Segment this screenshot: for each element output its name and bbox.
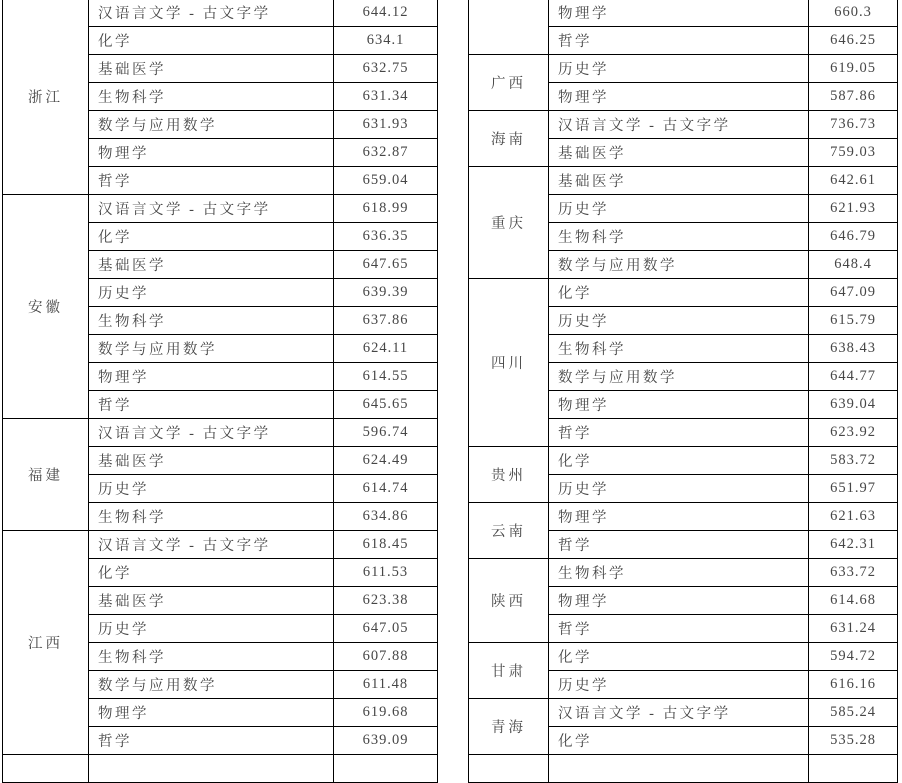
score-cell: 583.72 — [809, 447, 898, 475]
major-cell: 物理学 — [89, 139, 334, 167]
major-cell: 历史学 — [549, 195, 809, 223]
score-cell: 618.99 — [334, 195, 438, 223]
province-cell: 四川 — [469, 279, 549, 447]
score-cell: 736.73 — [809, 111, 898, 139]
score-cell: 645.65 — [334, 391, 438, 419]
major-cell: 历史学 — [549, 475, 809, 503]
major-cell: 生物科学 — [549, 223, 809, 251]
score-cell: 632.75 — [334, 55, 438, 83]
right-table-container — [468, 0, 902, 750]
major-cell: 哲学 — [89, 391, 334, 419]
major-cell: 化学 — [89, 27, 334, 55]
major-cell: 历史学 — [89, 615, 334, 643]
table-row — [3, 419, 438, 447]
score-cell: 651.97 — [809, 475, 898, 503]
score-cell: 646.79 — [809, 223, 898, 251]
table-row — [469, 167, 898, 195]
major-cell: 历史学 — [89, 279, 334, 307]
score-cell: 623.92 — [809, 419, 898, 447]
major-cell: 基础医学 — [549, 139, 809, 167]
score-cell: 631.93 — [334, 111, 438, 139]
scores-table-right — [468, 0, 898, 783]
province-cell: 重庆 — [469, 167, 549, 279]
province-cell: 陕西 — [469, 559, 549, 643]
left-table-container — [2, 0, 439, 750]
score-cell: 607.88 — [334, 643, 438, 671]
province-cell: 海南 — [469, 111, 549, 167]
scores-table-left — [2, 0, 438, 783]
major-cell: 化学 — [549, 643, 809, 671]
major-cell: 汉语言文学 - 古文字学 — [89, 531, 334, 559]
score-cell: 616.16 — [809, 671, 898, 699]
score-cell: 647.09 — [809, 279, 898, 307]
score-cell: 631.24 — [809, 615, 898, 643]
province-cell: 江西 — [3, 531, 89, 755]
major-cell: 物理学 — [549, 391, 809, 419]
province-cell: 甘肃 — [469, 643, 549, 699]
major-cell: 基础医学 — [89, 251, 334, 279]
score-cell: 611.53 — [334, 559, 438, 587]
major-cell: 哲学 — [549, 419, 809, 447]
score-cell: 639.09 — [334, 727, 438, 755]
score-cell: 614.55 — [334, 363, 438, 391]
province-cell: 浙江 — [3, 0, 89, 195]
score-cell: 634.86 — [334, 503, 438, 531]
empty-cell — [549, 755, 809, 783]
score-cell: 631.34 — [334, 83, 438, 111]
score-cell: 660.3 — [809, 0, 898, 27]
table-row — [469, 279, 898, 307]
major-cell: 汉语言文学 - 古文字学 — [89, 419, 334, 447]
major-cell: 化学 — [89, 559, 334, 587]
major-cell: 历史学 — [549, 307, 809, 335]
table-row — [469, 111, 898, 139]
table-row — [469, 55, 898, 83]
table-row — [3, 195, 438, 223]
major-cell: 汉语言文学 - 古文字学 — [89, 195, 334, 223]
partial-row — [469, 755, 898, 783]
major-cell: 生物科学 — [549, 559, 809, 587]
score-cell: 644.77 — [809, 363, 898, 391]
score-cell: 621.63 — [809, 503, 898, 531]
major-cell: 基础医学 — [89, 447, 334, 475]
major-cell: 汉语言文学 - 古文字学 — [549, 111, 809, 139]
score-cell: 638.43 — [809, 335, 898, 363]
major-cell: 数学与应用数学 — [89, 335, 334, 363]
major-cell: 汉语言文学 - 古文字学 — [89, 0, 334, 27]
score-cell: 647.05 — [334, 615, 438, 643]
score-cell: 611.48 — [334, 671, 438, 699]
score-cell: 639.39 — [334, 279, 438, 307]
major-cell: 基础医学 — [89, 55, 334, 83]
province-cell: 广西 — [469, 55, 549, 111]
major-cell: 哲学 — [549, 615, 809, 643]
major-cell: 物理学 — [89, 699, 334, 727]
score-cell: 621.93 — [809, 195, 898, 223]
major-cell: 数学与应用数学 — [549, 251, 809, 279]
major-cell: 数学与应用数学 — [549, 363, 809, 391]
score-cell: 647.65 — [334, 251, 438, 279]
partial-row — [3, 755, 438, 783]
province-cell: 福建 — [3, 419, 89, 531]
empty-cell — [334, 755, 438, 783]
score-cell: 618.45 — [334, 531, 438, 559]
score-cell: 646.25 — [809, 27, 898, 55]
major-cell: 历史学 — [89, 475, 334, 503]
major-cell: 化学 — [549, 279, 809, 307]
major-cell: 生物科学 — [89, 83, 334, 111]
table-row — [469, 447, 898, 475]
score-cell: 636.35 — [334, 223, 438, 251]
province-cell: 云南 — [469, 503, 549, 559]
table-row — [3, 0, 438, 27]
score-cell: 535.28 — [809, 727, 898, 755]
score-cell: 637.86 — [334, 307, 438, 335]
major-cell: 化学 — [549, 727, 809, 755]
score-cell: 587.86 — [809, 83, 898, 111]
major-cell: 生物科学 — [89, 503, 334, 531]
table-row — [469, 503, 898, 531]
major-cell: 哲学 — [89, 727, 334, 755]
empty-cell — [469, 755, 549, 783]
score-cell: 642.61 — [809, 167, 898, 195]
empty-cell — [3, 755, 89, 783]
province-cell — [469, 0, 549, 55]
score-cell: 596.74 — [334, 419, 438, 447]
province-cell: 青海 — [469, 699, 549, 755]
score-cell: 624.49 — [334, 447, 438, 475]
major-cell: 物理学 — [549, 83, 809, 111]
score-cell: 639.04 — [809, 391, 898, 419]
major-cell: 物理学 — [549, 0, 809, 27]
major-cell: 汉语言文学 - 古文字学 — [549, 699, 809, 727]
major-cell: 数学与应用数学 — [89, 671, 334, 699]
table-row — [469, 559, 898, 587]
score-cell: 759.03 — [809, 139, 898, 167]
empty-cell — [89, 755, 334, 783]
empty-cell — [809, 755, 898, 783]
score-cell: 648.4 — [809, 251, 898, 279]
score-cell: 619.68 — [334, 699, 438, 727]
score-cell: 632.87 — [334, 139, 438, 167]
score-cell: 585.24 — [809, 699, 898, 727]
major-cell: 物理学 — [89, 363, 334, 391]
score-cell: 623.38 — [334, 587, 438, 615]
major-cell: 生物科学 — [89, 307, 334, 335]
major-cell: 哲学 — [549, 531, 809, 559]
score-cell: 614.68 — [809, 587, 898, 615]
major-cell: 物理学 — [549, 587, 809, 615]
province-cell: 贵州 — [469, 447, 549, 503]
major-cell: 化学 — [549, 447, 809, 475]
score-cell: 624.11 — [334, 335, 438, 363]
major-cell: 哲学 — [89, 167, 334, 195]
province-cell: 安徽 — [3, 195, 89, 419]
major-cell: 历史学 — [549, 671, 809, 699]
score-cell: 633.72 — [809, 559, 898, 587]
score-cell: 642.31 — [809, 531, 898, 559]
score-cell: 615.79 — [809, 307, 898, 335]
major-cell: 历史学 — [549, 55, 809, 83]
table-row — [469, 643, 898, 671]
major-cell: 物理学 — [549, 503, 809, 531]
major-cell: 基础医学 — [549, 167, 809, 195]
table-row — [469, 0, 898, 27]
major-cell: 数学与应用数学 — [89, 111, 334, 139]
major-cell: 生物科学 — [89, 643, 334, 671]
score-cell: 659.04 — [334, 167, 438, 195]
table-row — [3, 531, 438, 559]
score-cell: 594.72 — [809, 643, 898, 671]
major-cell: 哲学 — [549, 27, 809, 55]
score-cell: 634.1 — [334, 27, 438, 55]
major-cell: 化学 — [89, 223, 334, 251]
major-cell: 基础医学 — [89, 587, 334, 615]
score-cell: 619.05 — [809, 55, 898, 83]
major-cell: 生物科学 — [549, 335, 809, 363]
score-cell: 644.12 — [334, 0, 438, 27]
score-cell: 614.74 — [334, 475, 438, 503]
table-row — [469, 699, 898, 727]
